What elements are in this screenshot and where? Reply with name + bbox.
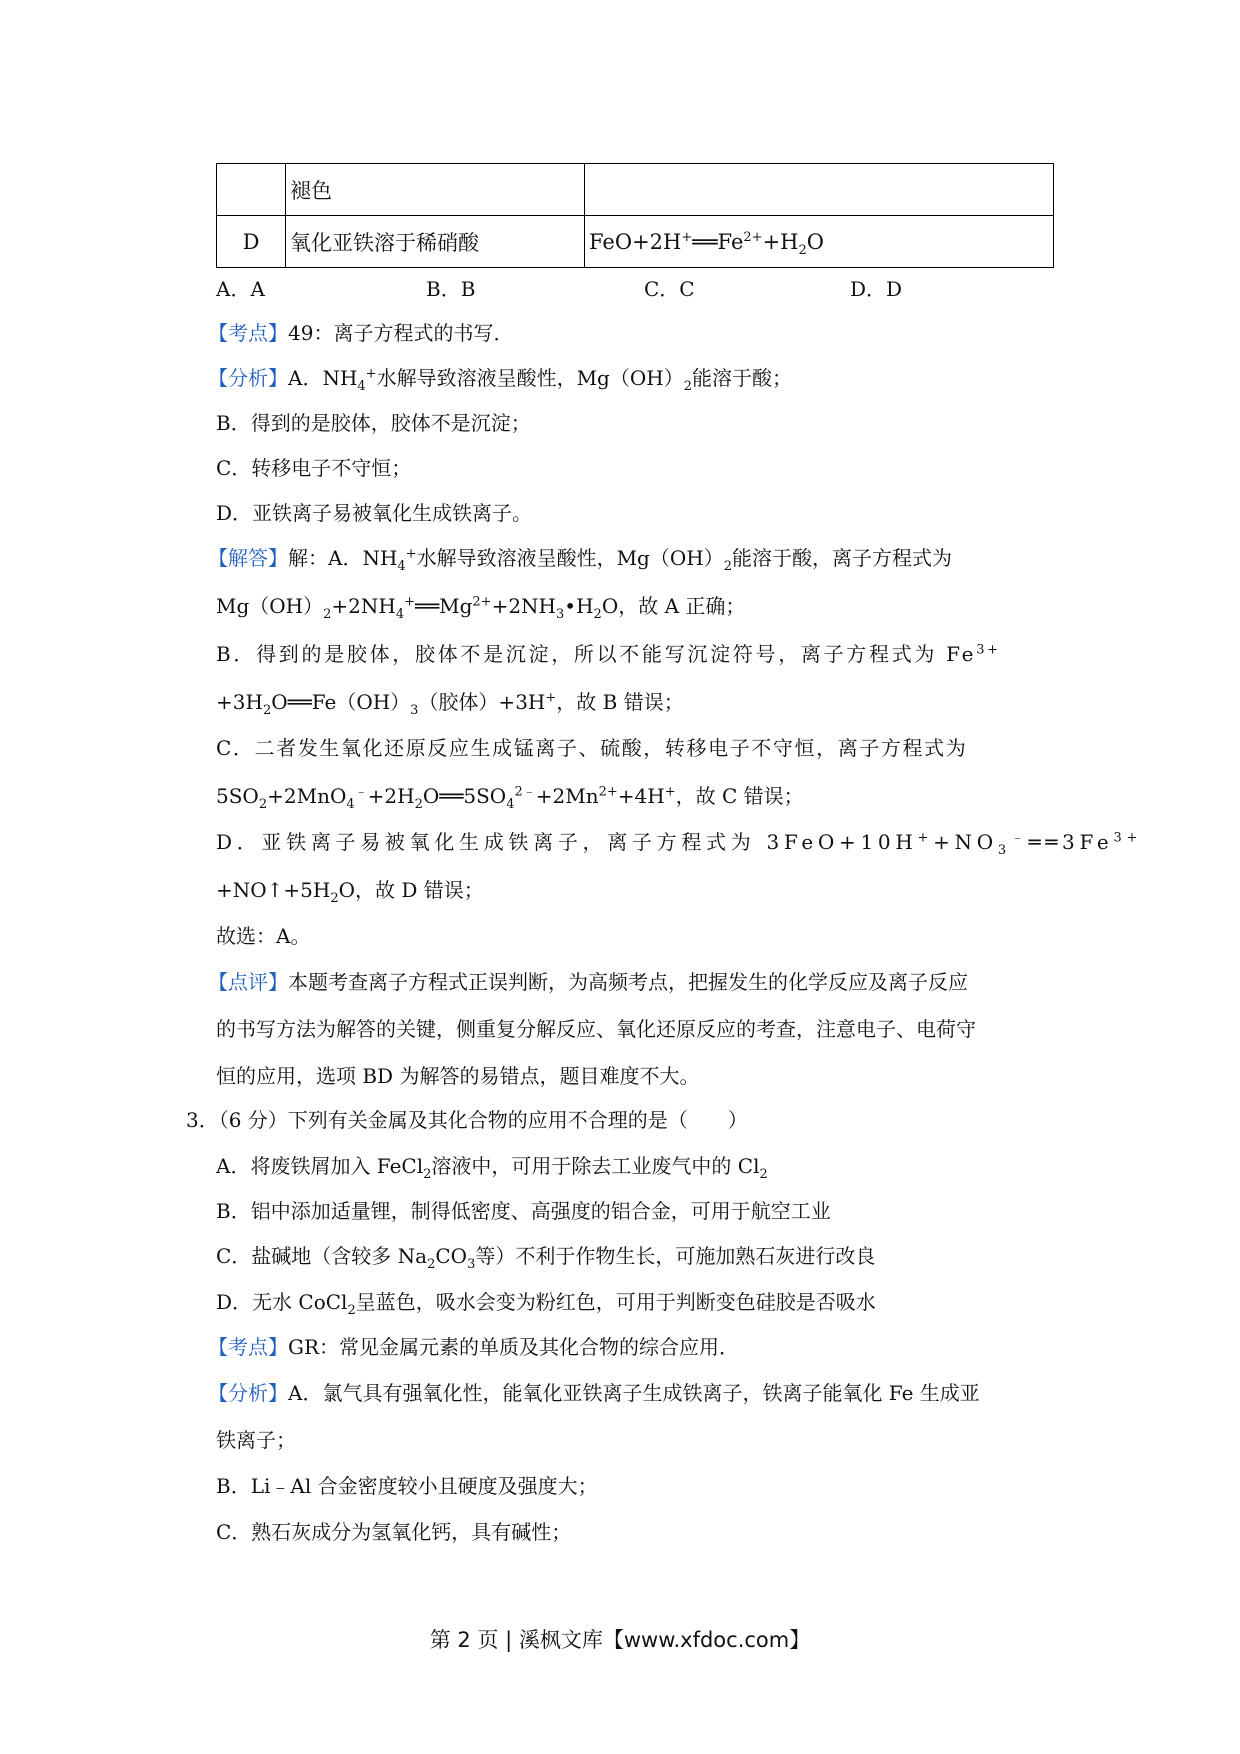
guxuan: 故选：A。: [216, 924, 311, 948]
table-row: [217, 164, 1054, 216]
table-row: [217, 216, 1054, 268]
jieda-line-6: $5SO_2+2MnO_4^﹣+2H_2O══5SO_4^{2﹣}+2Mn^{2+}+4H^+$，故 C 错误；: [216, 784, 804, 812]
q3-fenxi-a2: 铁离子；: [216, 1428, 296, 1452]
fenxi-d: D．亚铁离子易被氧化生成铁离子。: [216, 501, 533, 525]
fenxi-tag: 【分析】: [208, 366, 288, 390]
jieda-line-2: $Mg(OH)_2+2NH_4^+══Mg^{2+}+2NH_3•H_2O$，故 A 正确；: [216, 594, 746, 622]
table-cell: 褪色: [286, 164, 585, 216]
dianping-tag: 【点评】: [208, 970, 288, 994]
q3-fenxi-tag: 【分析】: [208, 1381, 288, 1405]
choice-b: B．B: [426, 277, 476, 301]
choice-c: C．C: [644, 277, 695, 301]
q3-kaodian-line: 【考点】GR：常见金属元素的单质及其化合物的综合应用．: [208, 1335, 740, 1359]
q3-fenxi-b: B．Li﹣Al 合金密度较小且硬度及强度大；: [216, 1474, 598, 1498]
q3-option-c: C．盐碱地（含较多 $Na_2CO_3$等）不利于作物生长，可施加熟石灰进行改良: [216, 1244, 876, 1272]
q3-kaodian-tag: 【考点】: [208, 1335, 288, 1359]
table-cell: $FeO+2H^+══Fe^{2+}+H_2O$: [585, 216, 1054, 268]
fenxi-line: 【分析】A．$NH_4^+$水解导致溶液呈酸性，$Mg(OH)_2$能溶于酸；: [208, 366, 792, 394]
q3-fenxi-line: 【分析】A．氯气具有强氧化性，能氧化亚铁离子生成铁离子，铁离子能氧化 Fe 生成亚: [208, 1381, 980, 1405]
dianping-line-3: 恒的应用，选项 BD 为解答的易错点，题目难度不大。: [216, 1064, 700, 1088]
jieda-line-1: 【解答】解：A．$NH_4^+$水解导致溶液呈酸性，$Mg(OH)_2$能溶于酸，离子方程式为: [208, 546, 952, 574]
jieda-line-8: $+NO↑+5H_2O$，故 D 错误；: [216, 878, 484, 906]
kaodian-tag: 【考点】: [208, 321, 288, 345]
dianping-line-1: 【点评】本题考查离子方程式正误判断，为高频考点，把握发生的化学反应及离子反应: [208, 970, 968, 994]
q3-option-d: D．无水 CoCl$_2$呈蓝色，吸水会变为粉红色，可用于判断变色硅胶是否吸水: [216, 1290, 876, 1318]
jieda-line-5: C．二者发生氧化还原反应生成锰离子、硫酸，转移电子不守恒，离子方程式为: [216, 736, 968, 760]
table-cell: [585, 164, 1054, 216]
jieda-line-3: B．得到的是胶体，胶体不是沉淀，所以不能写沉淀符号，离子方程式为 $Fe^{3+}$: [216, 642, 1001, 666]
table-cell: 氧化亚铁溶于稀硝酸: [286, 216, 585, 268]
kaodian-line: 【考点】49：离子方程式的书写．: [208, 321, 514, 345]
options-table: [216, 163, 1054, 268]
fenxi-b: B．得到的是胶体，胶体不是沉淀；: [216, 411, 531, 435]
jieda-line-7: D．亚铁离子易被氧化生成铁离子，离子方程式为 $3FeO+10H^++NO_3^﹣══3Fe^{3+}$: [216, 830, 1143, 858]
jieda-tag: 【解答】: [208, 546, 288, 570]
q3-option-a: A．将废铁屑加入 FeCl$_2$溶液中，可用于除去工业废气中的 $Cl_2$: [216, 1154, 768, 1182]
q3-fenxi-c: C．熟石灰成分为氢氧化钙，具有碱性；: [216, 1520, 572, 1544]
fenxi-c: C．转移电子不守恒；: [216, 456, 412, 480]
page-footer: 第 2 页 | 溪枫文库【www.xfdoc.com】: [429, 1628, 811, 1652]
q3-option-b: B．铝中添加适量锂，制得低密度、高强度的铝合金，可用于航空工业: [216, 1199, 831, 1223]
jieda-line-4: $+3H_2O══Fe(OH)_3$（胶体）+3H+，故 B 错误；: [216, 690, 684, 718]
dianping-line-2: 的书写方法为解答的关键，侧重复分解反应、氧化还原反应的考查，注意电子、电荷守: [216, 1017, 976, 1041]
table-cell: [217, 164, 286, 216]
choice-d: D．D: [850, 277, 903, 301]
choice-a: A．A: [216, 277, 265, 301]
q3-stem: 3．（6 分）下列有关金属及其化合物的应用不合理的是（ ）: [186, 1108, 748, 1132]
table-cell: D: [217, 216, 286, 268]
